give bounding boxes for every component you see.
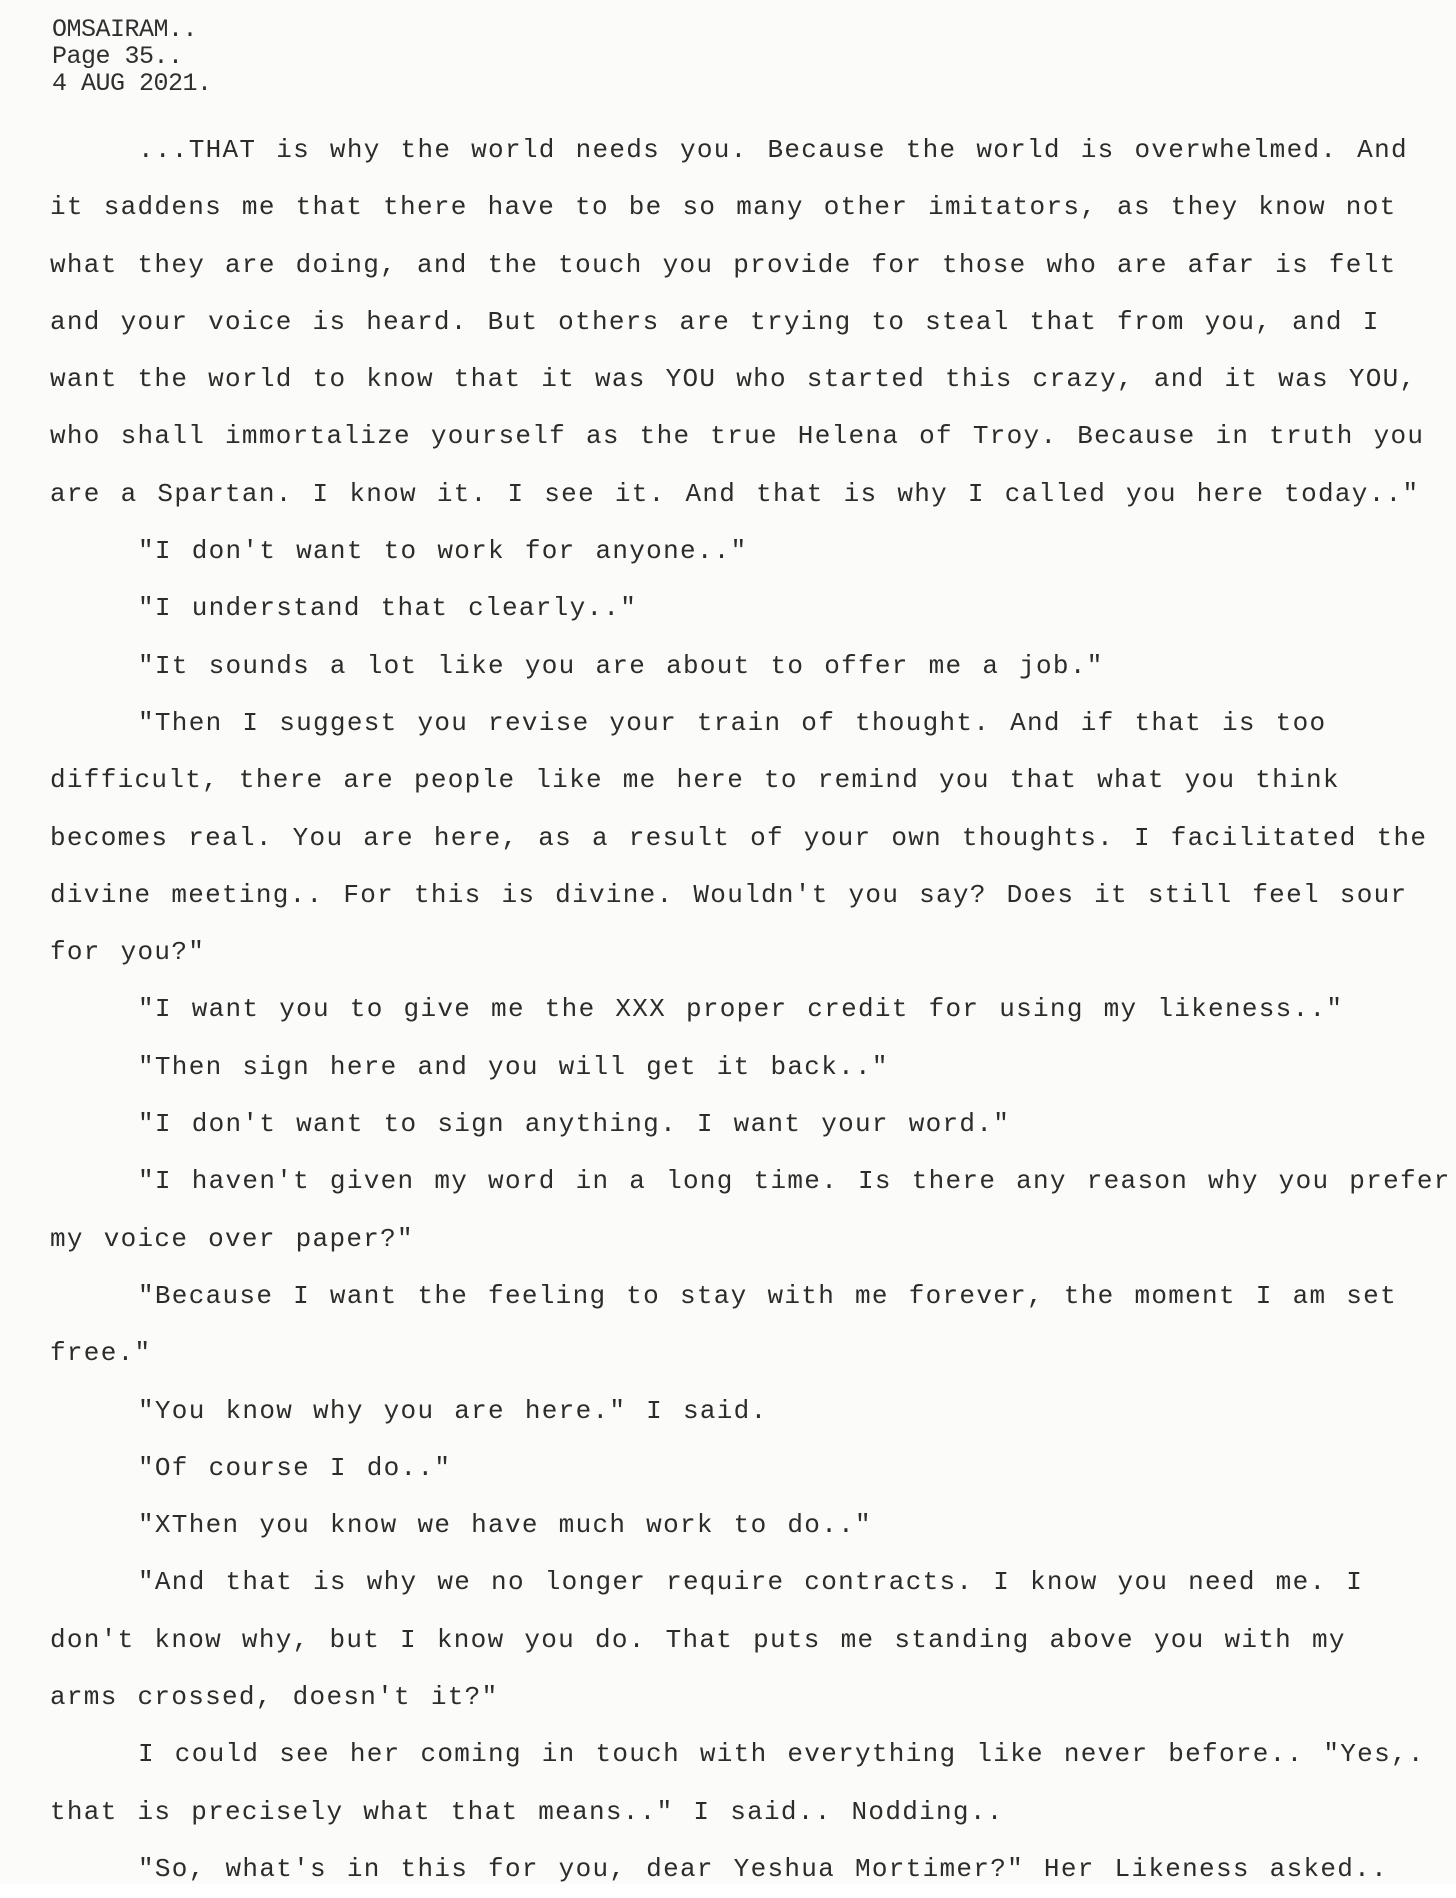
paragraph — [50, 523, 1430, 580]
text-line: who shall immortalize yourself as the true Helena of Troy. Because in truth you — [50, 421, 1425, 452]
text-line: "You know why you are here." I said. — [138, 1395, 768, 1426]
paragraph — [50, 981, 1430, 1038]
text-line: "I want you to give me the XXX proper credit for using my likeness.." — [138, 994, 1344, 1025]
text-line: are a Spartan. I know it. I see it. And that is why I called you here today.." — [50, 478, 1420, 509]
paragraph — [50, 580, 1430, 637]
paragraph — [50, 1497, 1430, 1554]
text-line: I could see her coming in touch with everything like never before.. "Yes,. — [138, 1739, 1425, 1770]
paragraph — [50, 1039, 1430, 1096]
text-line: "It sounds a lot like you are about to offer me a job." — [138, 650, 1104, 681]
paragraph — [50, 1440, 1430, 1497]
text-line: it saddens me that there have to be so many other imitators, as they know not — [50, 192, 1397, 223]
text-line: "I don't want to sign anything. I want your word." — [138, 1109, 1011, 1140]
text-line: for you?" — [50, 937, 206, 968]
text-line: my voice over paper?" — [50, 1223, 414, 1254]
text-line: difficult, there are people like me here to remind you that what you think — [50, 765, 1340, 796]
header-line-1: OMSAIRAM.. — [52, 15, 198, 44]
text-line: "Then sign here and you will get it back.." — [138, 1051, 889, 1082]
paragraph — [50, 1096, 1430, 1153]
page-header — [52, 16, 212, 97]
text-line: ...THAT is why the world needs you. Because the world is overwhelmed. And — [138, 135, 1408, 165]
paragraph — [50, 638, 1430, 695]
paragraph — [50, 695, 1430, 981]
paragraph — [50, 1554, 1430, 1726]
text-line: want the world to know that it was YOU who started this crazy, and it was YOU, — [50, 364, 1417, 395]
header-line-3: 4 AUG 2021. — [52, 69, 212, 98]
paragraph — [50, 1726, 1430, 1841]
text-line: becomes real. You are here, as a result of your own thoughts. I facilitated the — [50, 822, 1428, 853]
text-line: "I don't want to work for anyone.." — [138, 536, 748, 567]
text-line: and your voice is heard. But others are trying to steal that from you, and I — [50, 306, 1380, 337]
body-text — [50, 122, 1451, 1898]
text-line: "I haven't given my word in a long time. Is there any reason why you prefer — [138, 1166, 1451, 1197]
paragraph — [50, 1383, 1430, 1440]
text-line: divine meeting.. For this is divine. Wouldn't you say? Does it still feel sour — [50, 879, 1408, 910]
paragraph — [50, 122, 1430, 523]
paragraph — [50, 1841, 1430, 1898]
text-line: "XThen you know we have much work to do.." — [138, 1510, 872, 1541]
text-line: "So, what's in this for you, dear Yeshua Mortimer?" Her Likeness asked.. — [138, 1853, 1388, 1884]
text-line: "And that is why we no longer require contracts. I know you need me. I — [138, 1567, 1364, 1598]
header-line-2: Page 35.. — [52, 42, 183, 71]
text-line: that is precisely what that means.." I said.. Nodding.. — [50, 1796, 1004, 1827]
text-line: arms crossed, doesn't it?" — [50, 1682, 499, 1713]
text-line: what they are doing, and the touch you provide for those who are afar is felt — [50, 249, 1397, 280]
paragraph — [50, 1153, 1451, 1268]
text-line: "Of course I do.." — [138, 1452, 452, 1483]
text-line: "Then I suggest you revise your train of thought. And if that is too — [138, 707, 1327, 738]
text-line: free." — [50, 1338, 152, 1369]
paragraph — [50, 1268, 1430, 1383]
text-line: "Because I want the feeling to stay with me forever, the moment I am set — [138, 1280, 1397, 1311]
text-line: don't know why, but I know you do. That puts me standing above you with my — [50, 1624, 1346, 1655]
text-line: "I understand that clearly.." — [138, 593, 638, 624]
